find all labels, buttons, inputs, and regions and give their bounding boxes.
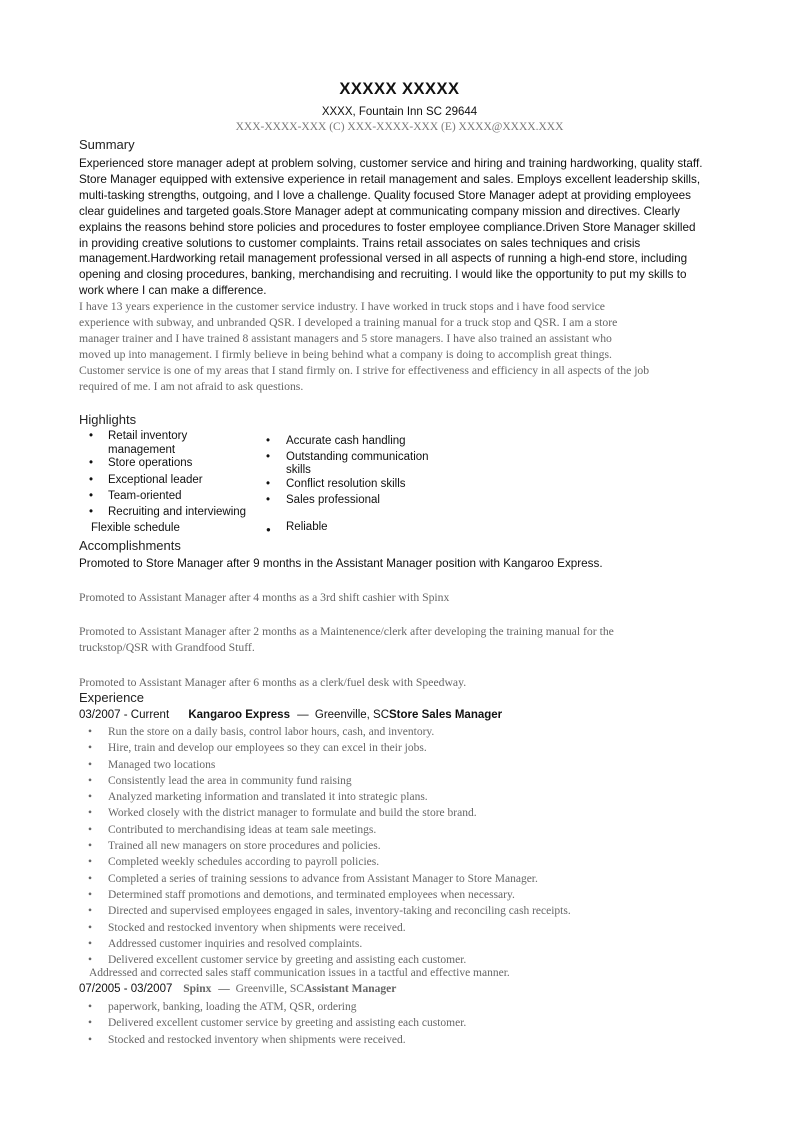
summary-line: I have 13 years experience in the customer service industry. I have worked in truck stops and i have food service	[79, 300, 605, 313]
job-bullet: • Stocked and restocked inventory when shipments were received.	[108, 920, 571, 936]
job-location: Greenville, SC	[314, 709, 390, 721]
job-bullet: • Run the store on a daily basis, control labor hours, cash, and inventory.	[108, 724, 571, 740]
summary-heading: Summary	[79, 137, 135, 152]
accomplishment-item: Promoted to Store Manager after 9 months in the Assistant Manager position with Kangaroo Express.	[79, 557, 603, 570]
highlight-item: • Outstanding communication	[286, 451, 429, 464]
summary-line: moved up into management. I firmly believe in being behind what a company is doing to accomplish great things.	[79, 347, 612, 361]
highlights-heading: Highlights	[79, 412, 137, 427]
accomplishment-item: Promoted to Assistant Manager after 2 months as a Maintenence/clerk after developing the training manual for the	[79, 625, 614, 638]
highlight-item: • Store operations	[108, 457, 192, 470]
job-dates: 03/2007 - Current	[79, 709, 170, 721]
summary-line: clear guidelines and targeted goals.Store Manager adept at communicating company mission and directives. Clearly	[79, 204, 680, 218]
summary-line: Experienced store manager adept at problem solving, customer service and hiring and training hardworking, quality staff.	[79, 157, 703, 170]
summary-line: work where I can make a difference.	[79, 284, 267, 298]
summary-paragraph-1	[79, 156, 702, 299]
job-trailing-note: Addressed and corrected sales staff communication issues in a tactful and effective manner.	[89, 967, 510, 979]
job-bullet: • Directed and supervised employees engaged in sales, inventory-taking and reconciling cash receipts.	[108, 903, 571, 919]
job-bullet: • Delivered excellent customer service by greeting and assisting each customer.	[108, 1015, 466, 1031]
highlight-item: • Retail inventory	[108, 430, 187, 443]
job-bullet: • Consistently lead the area in community fund raising	[108, 773, 571, 789]
job-bullet: • Analyzed marketing information and translated it into strategic plans.	[108, 789, 571, 805]
job-bullets-spinx	[108, 999, 466, 1048]
summary-paragraph-2	[79, 299, 649, 394]
job-bullet: • Stocked and restocked inventory when shipments were received.	[108, 1032, 466, 1048]
highlight-item: • Accurate cash handling	[286, 435, 406, 448]
summary-line: management.Hardworking retail management professional versed in all aspects of running a high-end store, including	[79, 252, 688, 266]
accomplishment-item: Promoted to Assistant Manager after 6 months as a clerk/fuel desk with Speedway.	[79, 676, 467, 689]
job-dates: 07/2005 - 03/2007	[79, 983, 173, 995]
highlight-item-continued: skills	[286, 464, 311, 476]
job-company: Kangaroo Express	[188, 709, 290, 721]
job-header-spinx	[79, 983, 396, 995]
accomplishments-heading: Accomplishments	[79, 538, 181, 553]
summary-line: opening and closing procedures, banking, merchandising and recruiting. I would like the opportunity to put my skills to	[79, 268, 687, 282]
job-bullet: • Contributed to merchandising ideas at team sale meetings.	[108, 822, 571, 838]
highlight-item-continued: management	[108, 444, 176, 456]
candidate-name: XXXXX XXXXX	[339, 80, 460, 98]
accomplishment-item: Promoted to Assistant Manager after 4 months as a 3rd shift cashier with Spinx	[79, 591, 450, 604]
job-bullets-kangaroo	[108, 724, 571, 968]
job-dash: —	[218, 983, 230, 995]
summary-line: Customer service is one of my areas that I stand firmly on. I strive for effectiveness and efficiency in all aspects of the job	[79, 363, 650, 377]
highlight-item: • Recruiting and interviewing	[108, 506, 246, 519]
job-company: Spinx	[183, 983, 212, 995]
summary-line: manager trainer and I have trained 8 assistant managers and 5 store managers. I have also trained an assistant who	[79, 331, 612, 345]
job-bullet: • paperwork, banking, loading the ATM, QSR, ordering	[108, 999, 466, 1015]
job-bullet: • Determined staff promotions and demotions, and terminated employees when necessary.	[108, 887, 571, 903]
job-dash: —	[297, 709, 309, 721]
job-bullet: • Addressed customer inquiries and resolved complaints.	[108, 936, 571, 952]
job-bullet: • Completed weekly schedules according to payroll policies.	[108, 854, 571, 870]
summary-line: explains the reasons behind store policies and procedures to foster employee compliance.Driven Store Manager skilled	[79, 220, 696, 234]
highlight-item: • Exceptional leader	[108, 474, 203, 487]
job-bullet: • Hire, train and develop our employees so they can excel in their jobs.	[108, 740, 571, 756]
candidate-address: XXXX, Fountain Inn SC 29644	[321, 106, 478, 118]
job-title: Store Sales Manager	[389, 709, 503, 721]
job-header-kangaroo	[79, 709, 502, 721]
job-bullet: • Trained all new managers on store procedures and policies.	[108, 838, 571, 854]
job-bullet: • Completed a series of training sessions to advance from Assistant Manager to Store Manager.	[108, 871, 571, 887]
highlight-item: • Sales professional	[286, 494, 380, 507]
summary-line: multi-tasking strengths, outgoing, and I love a challenge. Quality focused Store Manager adept at providing employees	[79, 188, 692, 202]
highlight-item: ● Reliable	[286, 521, 328, 534]
job-location: Greenville, SC	[235, 983, 304, 995]
summary-line: Store Manager equipped with extensive experience in retail management and sales. Employs excellent leadership skills,	[79, 172, 701, 186]
job-bullet: • Delivered excellent customer service by greeting and assisting each customer.	[108, 952, 571, 968]
summary-line: experience with subway, and unbranded QSR. I developed a training manual for a truck stop and QSR. I am a store	[79, 315, 618, 329]
highlight-item: • Conflict resolution skills	[286, 478, 406, 491]
experience-heading: Experience	[79, 690, 145, 705]
highlight-item: Flexible schedule	[91, 522, 180, 534]
candidate-contact: XXX-XXXX-XXX (C) XXX-XXXX-XXX (E) XXXX@XXXX.XXX	[235, 121, 564, 133]
summary-line: required of me. I am not afraid to ask questions.	[79, 379, 304, 393]
job-title: Assistant Manager	[303, 983, 397, 995]
job-bullet: • Managed two locations	[108, 757, 571, 773]
job-bullet: • Worked closely with the district manager to formulate and build the store brand.	[108, 805, 571, 821]
accomplishment-item-continued: truckstop/QSR with Grandfood Stuff.	[79, 641, 255, 654]
summary-line: in providing creative solutions to customer complaints. Trains retail associates on sales techniques and crisis	[79, 236, 641, 250]
highlight-item: • Team-oriented	[108, 490, 182, 503]
